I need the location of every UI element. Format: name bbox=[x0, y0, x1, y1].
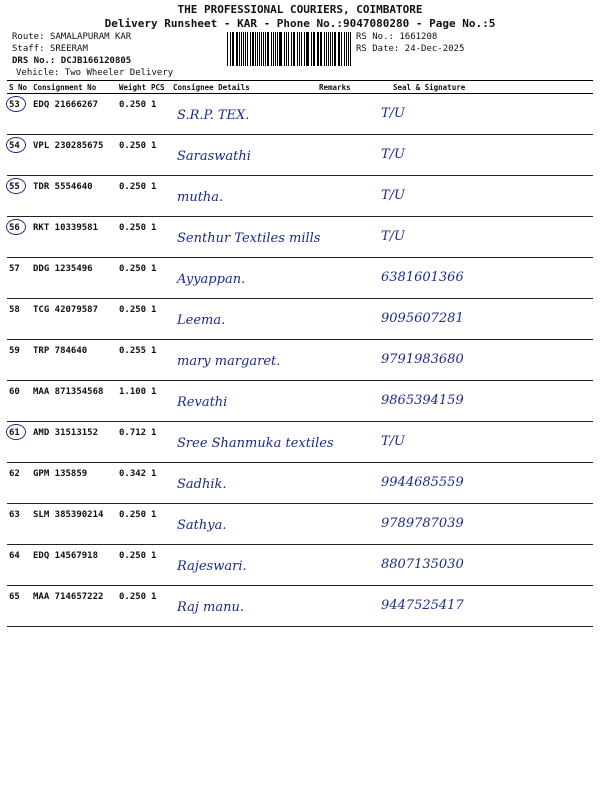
barcode-bar bbox=[307, 32, 308, 66]
remarks-cell bbox=[317, 94, 365, 135]
weight-cell bbox=[117, 176, 149, 217]
barcode bbox=[227, 32, 352, 66]
circle-mark bbox=[6, 178, 26, 194]
barcode-bar bbox=[339, 32, 340, 66]
sno-cell bbox=[7, 176, 31, 217]
barcode-bar bbox=[311, 32, 312, 66]
consignment-text: MAA 714657222 bbox=[33, 592, 104, 602]
weight-cell bbox=[117, 94, 149, 135]
barcode-bar bbox=[273, 32, 274, 66]
signature-text: 9944685559 bbox=[381, 475, 464, 490]
barcode-bar bbox=[227, 32, 228, 66]
vehicle-line bbox=[16, 68, 173, 78]
staff-line bbox=[12, 44, 88, 54]
route-value: SAMALAPURAM KAR bbox=[49, 32, 132, 42]
barcode-bar bbox=[338, 32, 339, 66]
barcode-bar bbox=[261, 32, 262, 66]
consignee-text: Leema. bbox=[177, 313, 226, 328]
consignee-text: Rajeswari. bbox=[177, 559, 247, 574]
pcs-text: 1 bbox=[151, 223, 157, 233]
barcode-bar bbox=[259, 32, 260, 66]
rs-no-label: RS No.: bbox=[356, 32, 394, 42]
weight-text: 0.250 bbox=[119, 592, 147, 602]
consignee-text: Senthur Textiles mills bbox=[177, 231, 321, 246]
table-row bbox=[7, 586, 593, 627]
barcode-bar bbox=[314, 32, 315, 66]
consignee-text: Sree Shanmuka textiles bbox=[177, 436, 334, 451]
table-row bbox=[7, 422, 593, 463]
consignment-cell bbox=[31, 340, 117, 381]
barcode-bar bbox=[257, 32, 258, 66]
barcode-bar bbox=[286, 32, 287, 66]
company-title: THE PROFESSIONAL COURIERS, COIMBATORE bbox=[177, 3, 423, 16]
signature-text: 8807135030 bbox=[381, 557, 464, 572]
route-label: Route: bbox=[12, 32, 45, 42]
signature-cell bbox=[365, 135, 593, 176]
weight-cell bbox=[117, 217, 149, 258]
signature-cell bbox=[365, 381, 593, 422]
signature-cell bbox=[365, 422, 593, 463]
col-sno: S No bbox=[7, 81, 31, 94]
barcode-bar bbox=[332, 32, 333, 66]
signature-cell bbox=[365, 504, 593, 545]
barcode-bar bbox=[306, 32, 307, 66]
table-row bbox=[7, 504, 593, 545]
runsheet-subtitle: Delivery Runsheet - KAR - Phone No.:9047080280 - Page No.:5 bbox=[104, 17, 496, 30]
signature-text: T/U bbox=[381, 106, 406, 121]
sno-text: 53 bbox=[9, 100, 20, 110]
signature-cell bbox=[365, 463, 593, 504]
consignee-text: Sathya. bbox=[177, 518, 227, 533]
weight-cell bbox=[117, 340, 149, 381]
staff-value: SREERAM bbox=[49, 44, 88, 54]
barcode-bar bbox=[321, 32, 322, 66]
table-row bbox=[7, 258, 593, 299]
remarks-cell bbox=[317, 135, 365, 176]
consignment-cell bbox=[31, 299, 117, 340]
barcode-bar bbox=[346, 32, 347, 66]
barcode-bar bbox=[239, 32, 240, 66]
barcode-bar bbox=[279, 32, 280, 66]
sno-text: 57 bbox=[9, 264, 20, 274]
barcode-bar bbox=[328, 32, 329, 66]
pcs-cell bbox=[149, 422, 171, 463]
barcode-bar bbox=[297, 32, 298, 66]
rs-date-label: RS Date: bbox=[356, 44, 400, 54]
circle-mark bbox=[6, 137, 26, 153]
signature-cell bbox=[365, 176, 593, 217]
pcs-text: 1 bbox=[151, 182, 157, 192]
consignment-text: MAA 871354568 bbox=[33, 387, 104, 397]
barcode-bar bbox=[301, 32, 303, 66]
remarks-cell bbox=[317, 340, 365, 381]
signature-text: T/U bbox=[381, 229, 406, 244]
remarks-cell bbox=[317, 381, 365, 422]
consignment-text: RKT 10339581 bbox=[33, 223, 99, 233]
barcode-bar bbox=[267, 32, 269, 66]
sno-cell bbox=[7, 381, 31, 422]
barcode-bar bbox=[313, 32, 314, 66]
weight-cell bbox=[117, 299, 149, 340]
circle-mark bbox=[6, 424, 26, 440]
consignment-text: GPM 135859 bbox=[33, 469, 88, 479]
pcs-cell bbox=[149, 463, 171, 504]
signature-text: 9791983680 bbox=[381, 352, 464, 367]
pcs-cell bbox=[149, 586, 171, 627]
table-row bbox=[7, 463, 593, 504]
consignee-cell bbox=[171, 545, 317, 586]
sno-cell bbox=[7, 545, 31, 586]
col-consignee-details: Consignee Details bbox=[171, 81, 317, 94]
remarks-cell bbox=[317, 258, 365, 299]
remarks-cell bbox=[317, 545, 365, 586]
consignment-cell bbox=[31, 586, 117, 627]
staff-label: Staff: bbox=[12, 44, 45, 54]
weight-text: 0.342 bbox=[119, 469, 147, 479]
signature-text: T/U bbox=[381, 188, 406, 203]
pcs-cell bbox=[149, 545, 171, 586]
consignee-cell bbox=[171, 94, 317, 135]
sno-cell bbox=[7, 586, 31, 627]
consignment-text: SLM 385390214 bbox=[33, 510, 104, 520]
rs-date-line bbox=[356, 44, 464, 54]
sno-text: 63 bbox=[9, 510, 20, 520]
consignee-text: Raj manu. bbox=[177, 600, 244, 615]
barcode-bar bbox=[326, 32, 327, 66]
weight-cell bbox=[117, 258, 149, 299]
signature-text: 6381601366 bbox=[381, 270, 464, 285]
barcode-bar bbox=[232, 32, 233, 66]
remarks-cell bbox=[317, 586, 365, 627]
barcode-bar bbox=[288, 32, 289, 66]
rs-date-value: 24-Dec-2025 bbox=[404, 44, 465, 54]
weight-text: 0.250 bbox=[119, 305, 147, 315]
barcode-bar bbox=[265, 32, 266, 66]
table-row bbox=[7, 135, 593, 176]
col-pcs: PCS bbox=[149, 81, 171, 94]
pcs-text: 1 bbox=[151, 469, 157, 479]
barcode-bar bbox=[330, 32, 331, 66]
table-body bbox=[7, 94, 593, 627]
signature-text: T/U bbox=[381, 434, 406, 449]
signature-cell bbox=[365, 299, 593, 340]
pcs-cell bbox=[149, 381, 171, 422]
signature-cell bbox=[365, 586, 593, 627]
weight-text: 0.250 bbox=[119, 264, 147, 274]
weight-text: 1.100 bbox=[119, 387, 147, 397]
barcode-bar bbox=[304, 32, 305, 66]
weight-text: 0.255 bbox=[119, 346, 147, 356]
barcode-bar bbox=[252, 32, 254, 66]
barcode-bar bbox=[299, 32, 300, 66]
weight-text: 0.250 bbox=[119, 182, 147, 192]
signature-text: 9789787039 bbox=[381, 516, 464, 531]
barcode-bar bbox=[334, 32, 336, 66]
sno-text: 58 bbox=[9, 305, 20, 315]
pcs-cell bbox=[149, 217, 171, 258]
consignment-cell bbox=[31, 135, 117, 176]
consignee-text: Sadhik. bbox=[177, 477, 227, 492]
circle-mark bbox=[6, 96, 26, 112]
consignment-text: TRP 784640 bbox=[33, 346, 88, 356]
consignment-cell bbox=[31, 258, 117, 299]
barcode-bar bbox=[320, 32, 321, 66]
vehicle-value: Two Wheeler Delivery bbox=[64, 68, 174, 78]
pcs-text: 1 bbox=[151, 510, 157, 520]
sno-text: 56 bbox=[9, 223, 20, 233]
weight-cell bbox=[117, 586, 149, 627]
remarks-cell bbox=[317, 504, 365, 545]
weight-text: 0.712 bbox=[119, 428, 147, 438]
consignment-text: AMD 31513152 bbox=[33, 428, 99, 438]
barcode-bar bbox=[255, 32, 256, 66]
barcode-bar bbox=[280, 32, 281, 66]
barcode-bar bbox=[250, 32, 251, 66]
sno-text: 62 bbox=[9, 469, 20, 479]
sno-text: 64 bbox=[9, 551, 20, 561]
consignment-text: TCG 42079587 bbox=[33, 305, 99, 315]
pcs-text: 1 bbox=[151, 141, 157, 151]
consignee-cell bbox=[171, 504, 317, 545]
consignee-text: Revathi bbox=[177, 395, 228, 410]
signature-text: 9447525417 bbox=[381, 598, 464, 613]
consignment-cell bbox=[31, 504, 117, 545]
col-remarks: Remarks bbox=[317, 81, 365, 94]
col-consignment-no: Consignment No bbox=[31, 81, 117, 94]
sno-text: 55 bbox=[9, 182, 20, 192]
pcs-text: 1 bbox=[151, 592, 157, 602]
weight-text: 0.250 bbox=[119, 100, 147, 110]
sno-cell bbox=[7, 504, 31, 545]
consignment-text: VPL 230285675 bbox=[33, 141, 104, 151]
table-row bbox=[7, 94, 593, 135]
consignee-text: mutha. bbox=[177, 190, 224, 205]
consignment-cell bbox=[31, 463, 117, 504]
pcs-text: 1 bbox=[151, 305, 157, 315]
barcode-bar bbox=[271, 32, 272, 66]
consignment-cell bbox=[31, 381, 117, 422]
consignment-text: EDQ 14567918 bbox=[33, 551, 99, 561]
barcode-bar bbox=[247, 32, 248, 66]
col-seal-signature: Seal & Signature bbox=[365, 81, 593, 94]
weight-text: 0.250 bbox=[119, 510, 147, 520]
barcode-bar bbox=[230, 32, 231, 66]
pcs-cell bbox=[149, 94, 171, 135]
barcode-bar bbox=[277, 32, 278, 66]
consignee-cell bbox=[171, 381, 317, 422]
barcode-bar bbox=[344, 32, 345, 66]
barcode-bar bbox=[348, 32, 349, 66]
weight-cell bbox=[117, 135, 149, 176]
remarks-cell bbox=[317, 217, 365, 258]
pcs-text: 1 bbox=[151, 387, 157, 397]
weight-cell bbox=[117, 463, 149, 504]
consignment-cell bbox=[31, 545, 117, 586]
barcode-bar bbox=[317, 32, 319, 66]
consignee-cell bbox=[171, 135, 317, 176]
pcs-cell bbox=[149, 176, 171, 217]
barcode-bar bbox=[350, 32, 351, 66]
barcode-bar bbox=[293, 32, 294, 66]
pcs-text: 1 bbox=[151, 428, 157, 438]
signature-cell bbox=[365, 94, 593, 135]
barcode-bar bbox=[241, 32, 242, 66]
signature-text: T/U bbox=[381, 147, 406, 162]
barcode-bar bbox=[284, 32, 286, 66]
sno-cell bbox=[7, 135, 31, 176]
consignment-cell bbox=[31, 176, 117, 217]
drs-line bbox=[12, 56, 131, 66]
consignment-cell bbox=[31, 422, 117, 463]
drs-label: DRS No.: bbox=[12, 56, 56, 66]
barcode-bar bbox=[324, 32, 325, 66]
table-row bbox=[7, 217, 593, 258]
signature-cell bbox=[365, 545, 593, 586]
consignee-text: Saraswathi bbox=[177, 149, 251, 164]
sno-text: 54 bbox=[9, 141, 20, 151]
vehicle-label: Vehicle: bbox=[16, 68, 60, 78]
weight-cell bbox=[117, 422, 149, 463]
signature-cell bbox=[365, 340, 593, 381]
signature-text: 9865394159 bbox=[381, 393, 464, 408]
barcode-bar bbox=[243, 32, 244, 66]
drs-value: DCJB166120805 bbox=[60, 56, 132, 66]
pcs-text: 1 bbox=[151, 100, 157, 110]
sno-cell bbox=[7, 422, 31, 463]
weight-cell bbox=[117, 381, 149, 422]
rs-no-line bbox=[356, 32, 437, 42]
barcode-bar bbox=[233, 32, 234, 66]
signature-text: 9095607281 bbox=[381, 311, 464, 326]
col-weight: Weight bbox=[117, 81, 149, 94]
table-header-row bbox=[7, 81, 593, 94]
pcs-cell bbox=[149, 340, 171, 381]
circle-mark bbox=[6, 219, 26, 235]
pcs-text: 1 bbox=[151, 264, 157, 274]
sno-cell bbox=[7, 94, 31, 135]
consignee-text: Ayyappan. bbox=[177, 272, 246, 287]
sno-cell bbox=[7, 258, 31, 299]
table-row bbox=[7, 299, 593, 340]
weight-cell bbox=[117, 545, 149, 586]
table-row bbox=[7, 340, 593, 381]
barcode-bar bbox=[294, 32, 295, 66]
consignee-text: S.R.P. TEX. bbox=[177, 108, 250, 123]
sno-cell bbox=[7, 340, 31, 381]
consignee-cell bbox=[171, 258, 317, 299]
sno-text: 61 bbox=[9, 428, 20, 438]
pcs-text: 1 bbox=[151, 551, 157, 561]
rs-no-value: 1661208 bbox=[399, 32, 438, 42]
sno-cell bbox=[7, 217, 31, 258]
barcode-bar bbox=[275, 32, 276, 66]
weight-text: 0.250 bbox=[119, 223, 147, 233]
sno-cell bbox=[7, 463, 31, 504]
consignee-cell bbox=[171, 422, 334, 463]
table-row bbox=[7, 545, 593, 586]
remarks-cell bbox=[317, 463, 365, 504]
consignment-text: TDR 5554640 bbox=[33, 182, 93, 192]
consignee-cell bbox=[171, 340, 317, 381]
consignee-cell bbox=[171, 586, 317, 627]
pcs-cell bbox=[149, 258, 171, 299]
signature-cell bbox=[365, 217, 593, 258]
consignee-text: mary margaret. bbox=[177, 354, 281, 369]
consignee-cell bbox=[171, 176, 317, 217]
sno-text: 59 bbox=[9, 346, 20, 356]
pcs-cell bbox=[149, 504, 171, 545]
runsheet-table bbox=[7, 80, 593, 627]
barcode-bar bbox=[291, 32, 292, 66]
weight-text: 0.250 bbox=[119, 141, 147, 151]
remarks-cell bbox=[317, 299, 365, 340]
consignment-cell bbox=[31, 94, 117, 135]
remarks-cell bbox=[317, 176, 365, 217]
barcode-bar bbox=[263, 32, 264, 66]
pcs-cell bbox=[149, 299, 171, 340]
consignee-cell bbox=[171, 463, 317, 504]
consignee-cell bbox=[171, 217, 321, 258]
barcode-bar bbox=[245, 32, 246, 66]
sno-cell bbox=[7, 299, 31, 340]
table-row bbox=[7, 381, 593, 422]
route-line bbox=[12, 32, 131, 42]
sno-text: 60 bbox=[9, 387, 20, 397]
pcs-text: 1 bbox=[151, 346, 157, 356]
consignment-text: DDG 1235496 bbox=[33, 264, 93, 274]
barcode-bar bbox=[341, 32, 342, 66]
pcs-cell bbox=[149, 135, 171, 176]
weight-text: 0.250 bbox=[119, 551, 147, 561]
consignee-cell bbox=[171, 299, 317, 340]
table-row bbox=[7, 176, 593, 217]
signature-cell bbox=[365, 258, 593, 299]
sno-text: 65 bbox=[9, 592, 20, 602]
consignment-cell bbox=[31, 217, 117, 258]
weight-cell bbox=[117, 504, 149, 545]
consignment-text: EDQ 21666267 bbox=[33, 100, 99, 110]
barcode-bar bbox=[236, 32, 238, 66]
